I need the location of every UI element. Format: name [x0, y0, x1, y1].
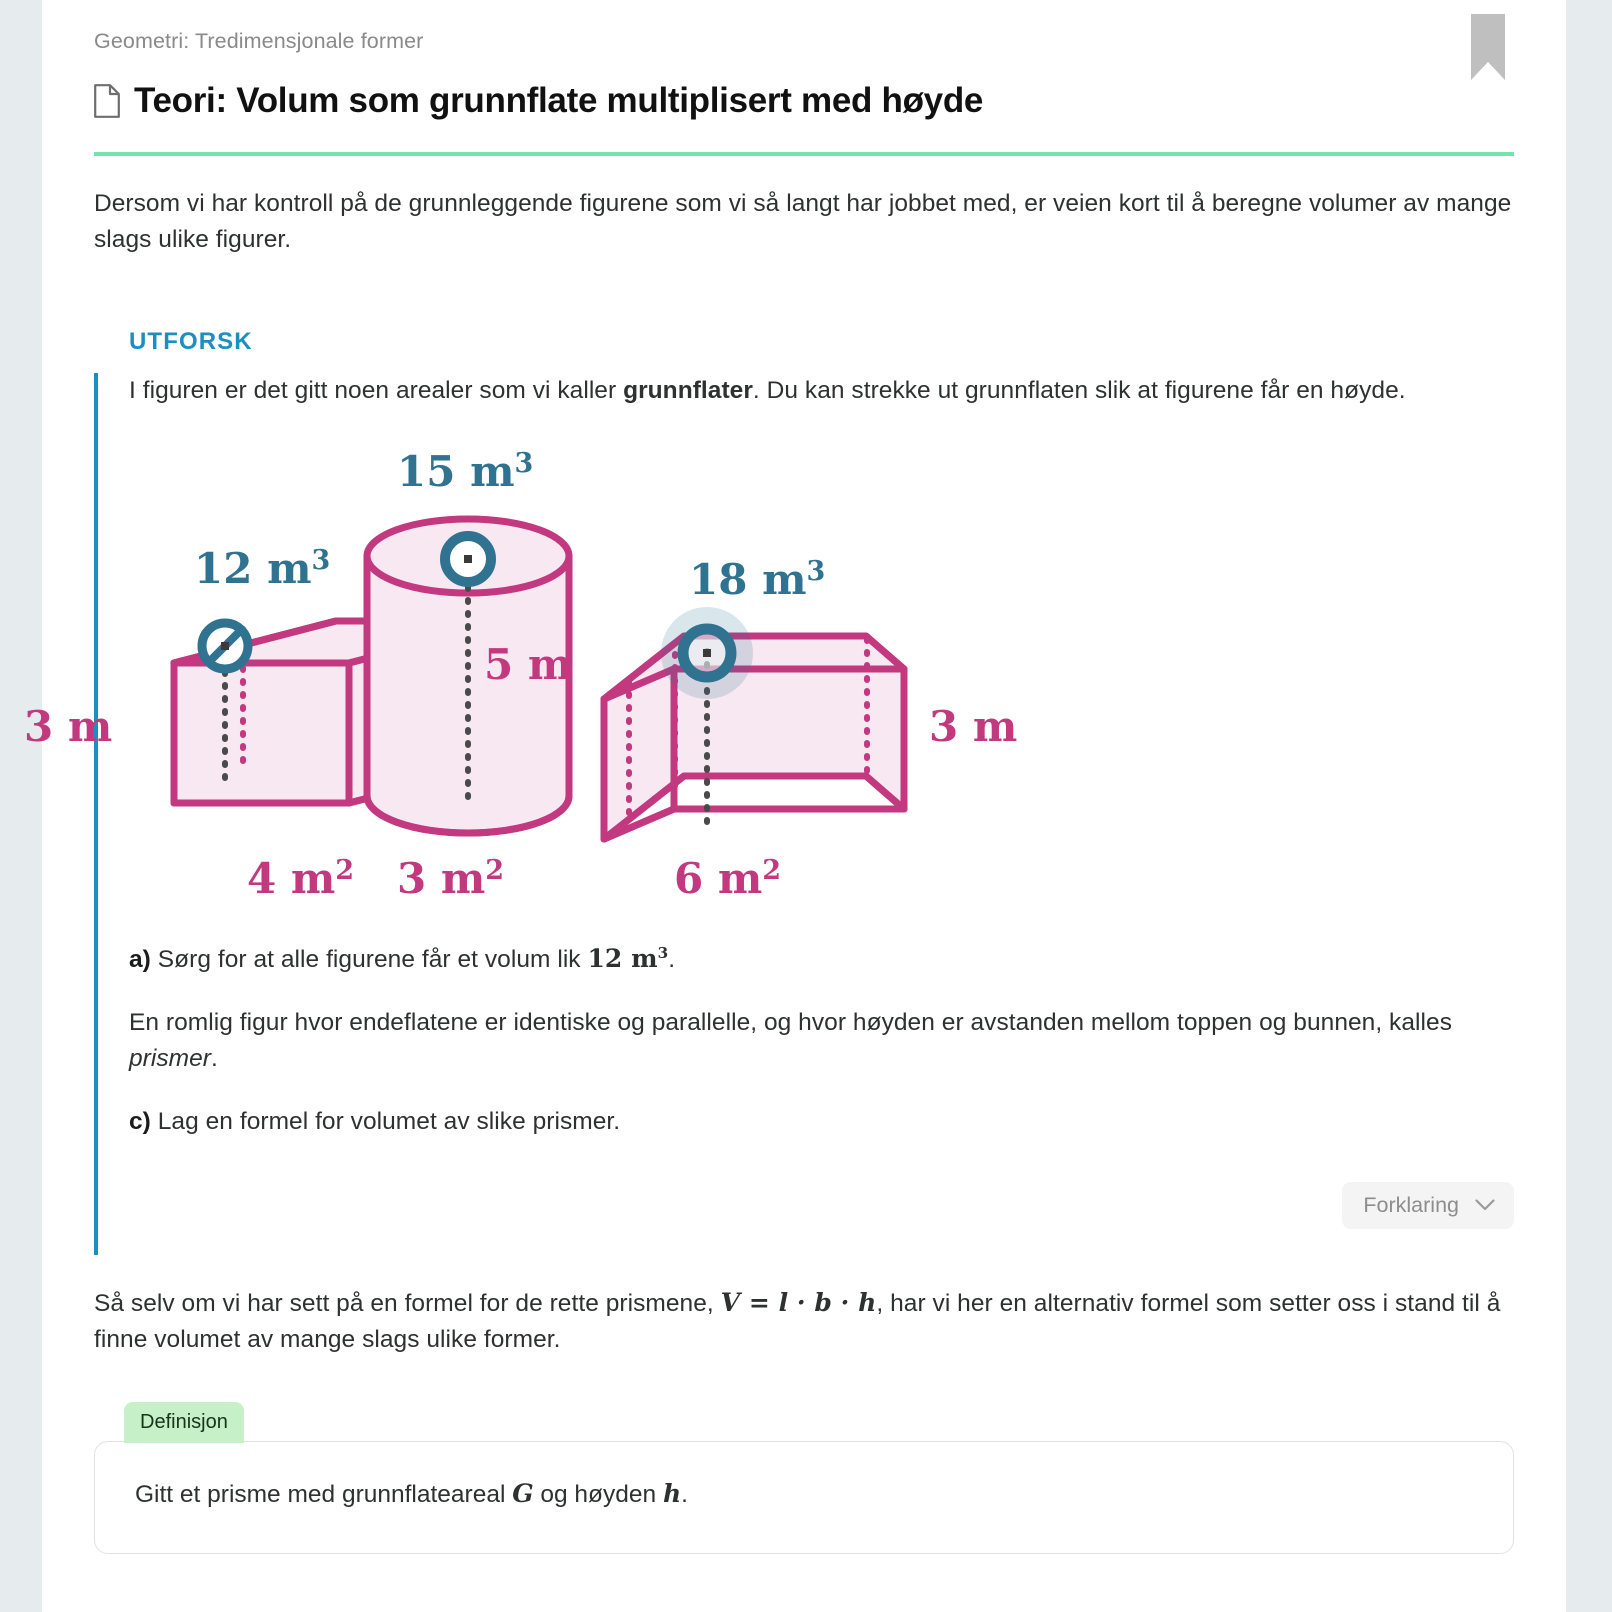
- page-title-row: [94, 81, 1514, 121]
- prism-definition-text-2: .: [211, 1045, 218, 1073]
- geometry-figure[interactable]: [24, 441, 1514, 941]
- figure1-volume-label: 12 $m^3$: [194, 544, 331, 594]
- intro-paragraph: Dersom vi har kontroll på de grunnleggende figurene som vi så langt har jobbet med, er veien kort til å beregne volumer av mange slags ulike figurer.: [94, 190, 1512, 254]
- utforsk-section: [24, 328, 1514, 1255]
- left-margin-strip: [0, 0, 42, 1612]
- task-c-text: Lag en formel for volumet av slike prismer.: [157, 1108, 621, 1136]
- definisjon-text: [135, 1476, 1473, 1513]
- task-a-exponent: 3: [657, 943, 669, 962]
- task-a-value: 12 m: [587, 944, 658, 974]
- closing-paragraph: [94, 1285, 1514, 1358]
- forklaring-row: [129, 1182, 1514, 1255]
- utforsk-body: [24, 373, 1514, 1255]
- drag-handle-icon[interactable]: [661, 607, 753, 699]
- prism-definition-italic: prismer: [129, 1045, 212, 1073]
- task-a-marker: a): [129, 946, 151, 974]
- bent-prism-body: [604, 636, 904, 839]
- figure1-base-label: 4 $m^2$: [247, 854, 355, 904]
- definisjon-text-3: .: [681, 1481, 688, 1509]
- closing-part2: , har vi her en alternativ formel som setter oss i stand til å finne volumet av mange slags ulike former.: [94, 1290, 1501, 1354]
- chevron-down-icon: [1475, 1199, 1495, 1212]
- utforsk-intro-bold: grunnflater: [623, 377, 753, 405]
- figure3-base-label: 6 $m^2$: [674, 854, 782, 904]
- prism-definition-paragraph: [129, 1005, 1514, 1077]
- figure3-height-label: 3 m: [929, 702, 1018, 752]
- figure2-volume-label: 15 $m^3$: [397, 447, 534, 497]
- utforsk-heading: UTFORSK: [129, 328, 253, 356]
- definisjon-box: [94, 1441, 1514, 1554]
- drag-handle-icon[interactable]: [202, 623, 248, 669]
- closing-formula: V = l · b · h: [720, 1288, 877, 1318]
- page-title: Teori: Volum som grunnflate multiplisert med høyde: [134, 80, 984, 120]
- figure1-height-label: 3 m: [24, 702, 113, 752]
- task-a-period: .: [668, 946, 676, 974]
- task-c-marker: c): [129, 1108, 151, 1136]
- utforsk-intro-part1: I figuren er det gitt noen arealer som vi kaller: [129, 377, 624, 405]
- definisjon-tab: Definisjon: [124, 1402, 244, 1443]
- definisjon-text-2: og høyden: [533, 1481, 663, 1509]
- figure2-base-label: 3 $m^2$: [397, 854, 505, 904]
- drag-handle-icon[interactable]: [445, 536, 491, 582]
- title-underline: [94, 152, 1514, 156]
- document-content: [24, 0, 1566, 1554]
- closing-part1: Så selv om vi har sett på en formel for de rette prismene,: [94, 1290, 721, 1318]
- right-margin-strip: [1566, 0, 1612, 1612]
- task-c: [129, 1104, 1514, 1140]
- forklaring-button[interactable]: [1342, 1182, 1514, 1229]
- figure2-height-label: 5 m: [484, 640, 573, 690]
- utforsk-intro-part2: . Du kan strekke ut grunnflaten slik at figurene får en høyde.: [752, 377, 1406, 405]
- utforsk-intro-paragraph: [129, 373, 1514, 409]
- definisjon-symbol-h: h: [662, 1479, 682, 1509]
- geometry-figure-svg[interactable]: [24, 441, 1449, 931]
- forklaring-label: Forklaring: [1363, 1193, 1459, 1218]
- prism-definition-text-1: En romlig figur hvor endeflatene er identiske og parallelle, og hvor høyden er avstanden mellom toppen og bunnen, kalles: [129, 1009, 1452, 1037]
- task-a-text: Sørg for at alle figurene får et volum lik: [157, 946, 581, 974]
- task-a: [129, 941, 1514, 978]
- definisjon-symbol-G: G: [512, 1479, 534, 1509]
- figure3-volume-label: 18 $m^3$: [689, 555, 826, 605]
- document-icon: [94, 84, 120, 118]
- definisjon-section: [94, 1402, 1514, 1554]
- definisjon-text-1: Gitt et prisme med grunnflateareal: [135, 1481, 513, 1509]
- breadcrumb[interactable]: Geometri: Tredimensjonale former: [94, 29, 424, 53]
- document-sheet: [24, 0, 1566, 1612]
